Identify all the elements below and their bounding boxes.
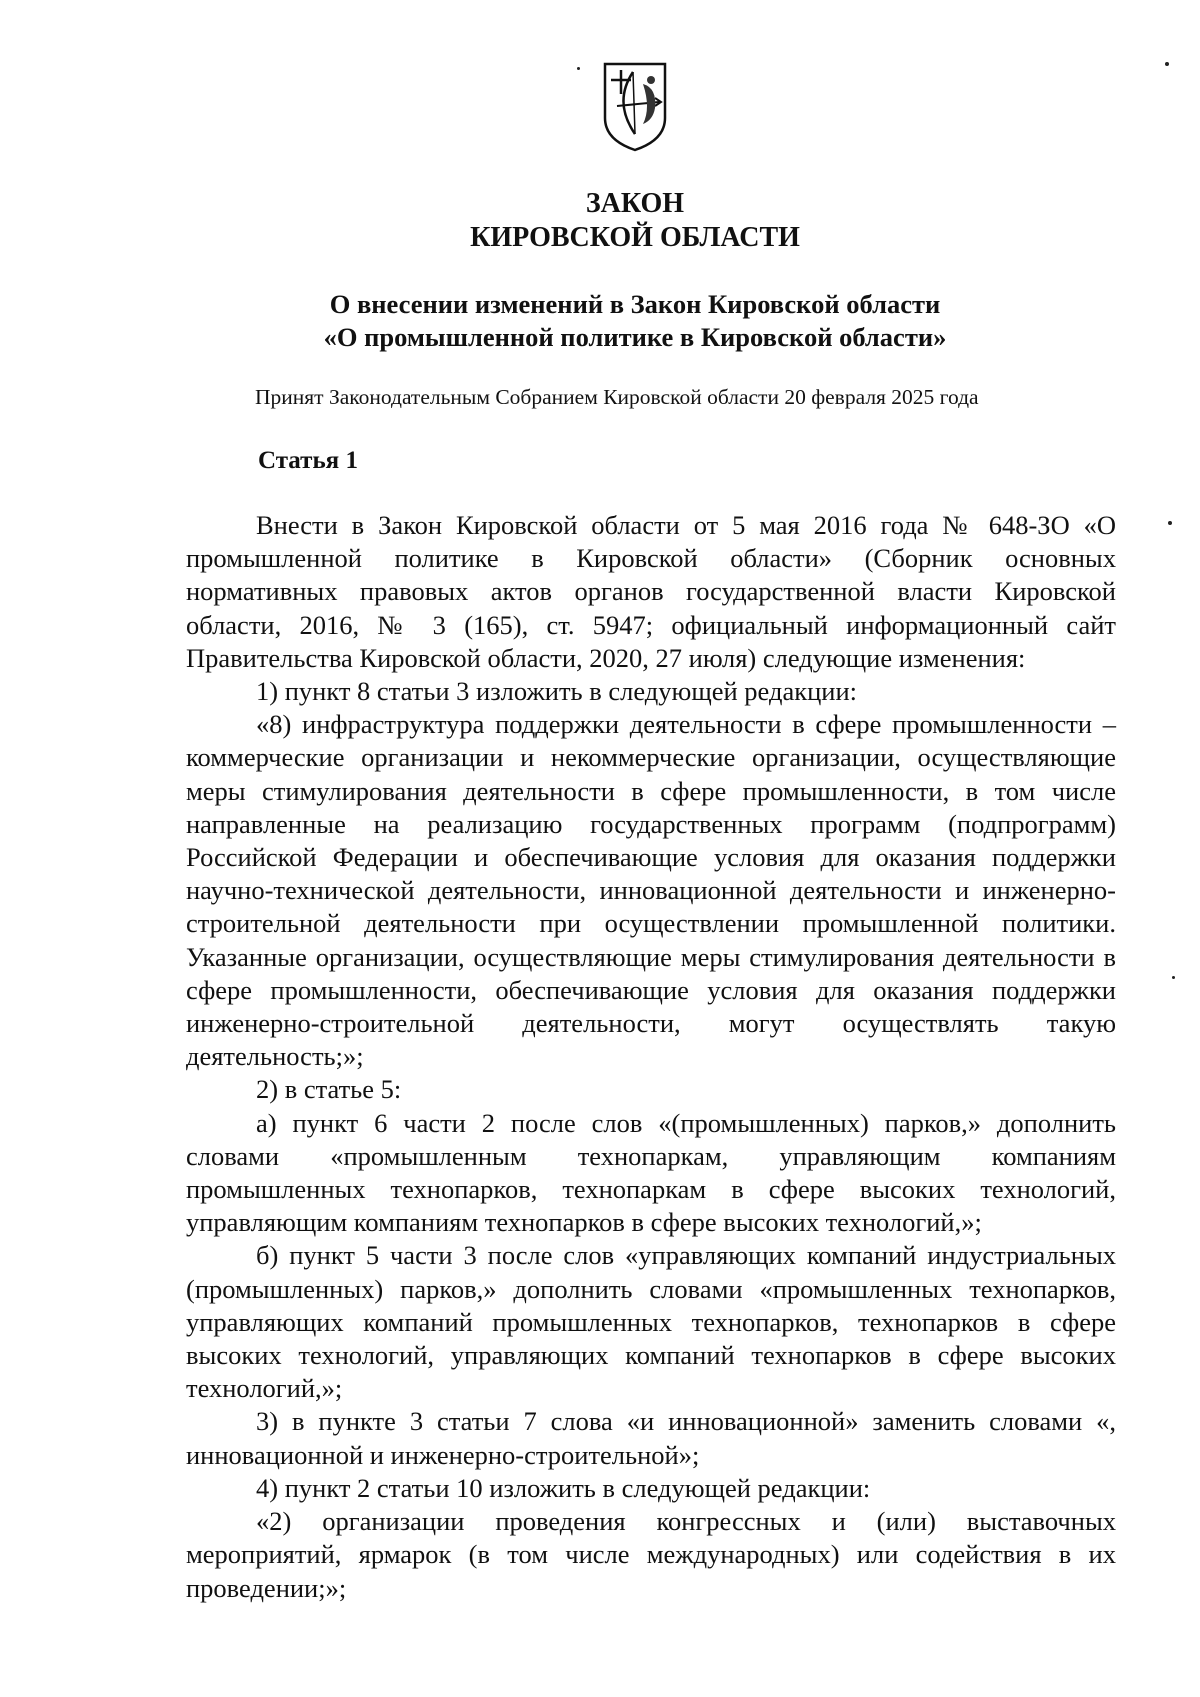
- paragraph: 1) пункт 8 статьи 3 изложить в следующей редакции:: [256, 676, 857, 707]
- paragraph: а) пункт 6 части 2 после слов «(промышленных) парков,» дополнить словами «промышленным технопаркам, управляющим компаниям промышленных технопарков, технопаркам в сфере высоких технологий, управляющим компаниям технопарков в сфере высоких технологий,»;: [186, 1107, 1116, 1238]
- paragraph: 3) в пункте 3 статьи 7 слова «и инновационной» заменить словами «, инновационной и инженерно-строительной»;: [186, 1406, 1116, 1470]
- adoption-note: Принят Законодательным Собранием Кировской области 20 февраля 2025 года: [255, 385, 979, 409]
- scan-speck: [1168, 521, 1172, 525]
- paragraph: Внести в Закон Кировской области от 5 мая 2016 года № 648-ЗО «О промышленной политике в Кировской области» (Сборник основных нормативных правовых актов органов государственной власти Кировской области, 2016, № 3 (165), ст. 5947; официальный информационный сайт Правительства Кировской области, 2020, 27 июля) следующие изменения:: [186, 510, 1116, 673]
- law-title: ЗАКОН: [585, 188, 685, 219]
- scan-speck: [1172, 976, 1175, 979]
- scan-speck: [577, 67, 580, 70]
- article-heading: Статья 1: [258, 447, 358, 474]
- paragraph: «2) организации проведения конгрессных и (или) выставочных мероприятий, ярмарок (в том числе международных) или содействия в их проведении;»;: [186, 1506, 1116, 1603]
- law-subject-line1: О внесении изменений в Закон Кировской области: [329, 289, 941, 319]
- article-body: [186, 509, 1116, 1605]
- kirov-coat-of-arms-icon: [599, 58, 671, 154]
- paragraph: 4) пункт 2 статьи 10 изложить в следующей редакции:: [256, 1472, 871, 1503]
- paragraph: 2) в статье 5:: [256, 1074, 402, 1105]
- scan-speck: [1165, 62, 1169, 66]
- law-region: КИРОВСКОЙ ОБЛАСТИ: [470, 222, 800, 253]
- law-subject-line2: «О промышленной политике в Кировской области»: [323, 322, 947, 352]
- paragraph: б) пункт 5 части 3 после слов «управляющих компаний индустриальных (промышленных) парков,» дополнить словами «промышленных технопарков, управляющих компаний промышленных технопарков, технопарков в сфере высоких технологий, управляющих компаний технопарков в сфере высоких технологий,»;: [186, 1240, 1116, 1404]
- paragraph: «8) инфраструктура поддержки деятельности в сфере промышленности – коммерческие организации и некоммерческие организации, осуществляющие меры стимулирования деятельности в сфере промышленности, в том числе направленные на реализацию государственных программ (подпрограмм) Российской Федерации и обеспечивающие условия для оказания поддержки научно-технической деятельности, инновационной деятельности и инженерно-строительной деятельности при осуществлении промышленной политики. Указанные организации, осуществляющие меры стимулирования деятельности в сфере промышленности, обеспечивающие условия для оказания поддержки инженерно-строительной деятельности, могут осуществлять такую деятельность;»;: [186, 709, 1116, 1072]
